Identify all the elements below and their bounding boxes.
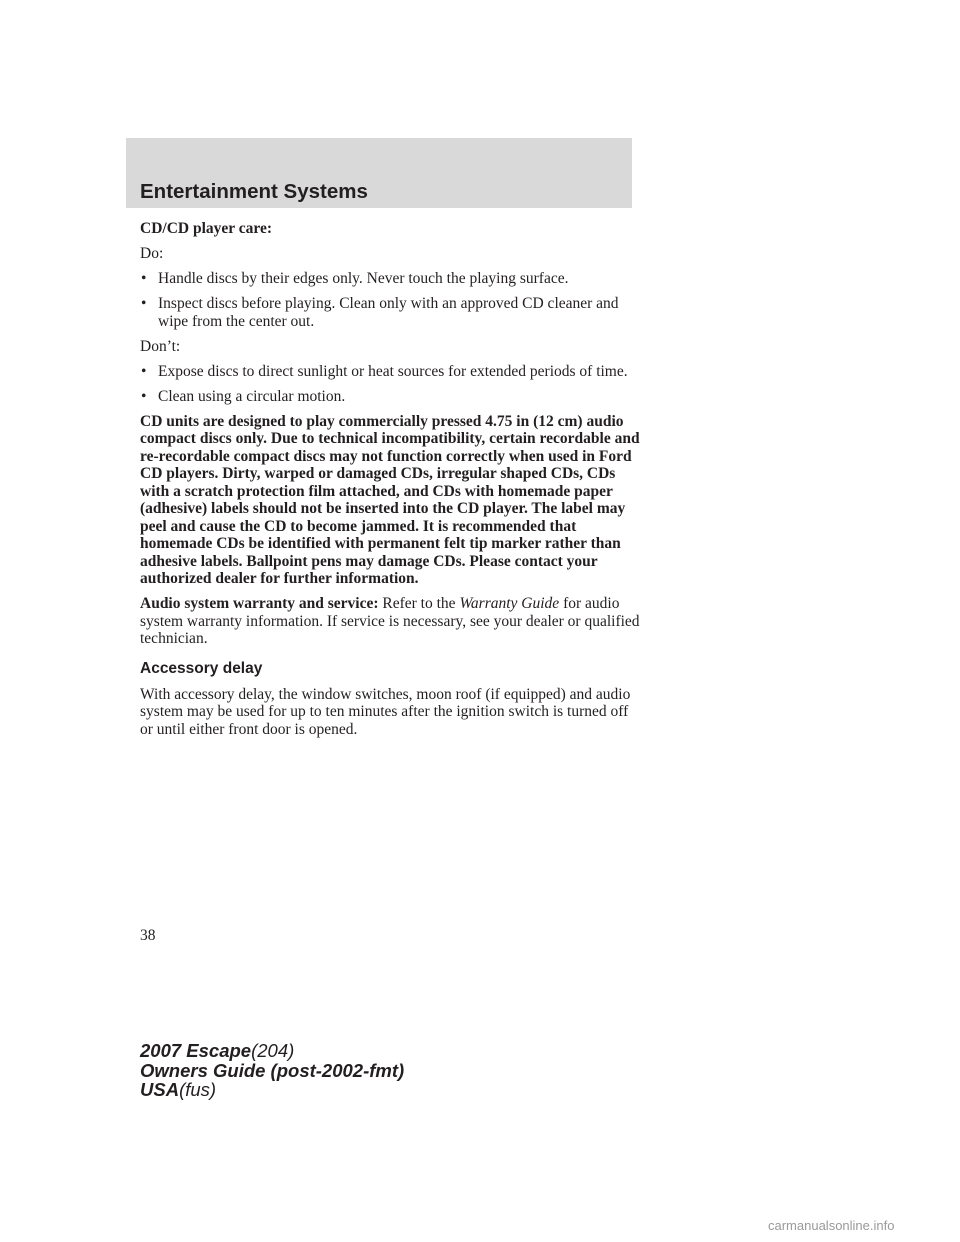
dont-item: • Clean using a circular motion. (140, 388, 640, 406)
footer-model: 2007 Escape (140, 1040, 252, 1061)
footer-line-3 (140, 1080, 404, 1100)
do-item: • Inspect discs before playing. Clean only with an approved CD cleaner and wipe from the center out. (140, 295, 640, 330)
accessory-delay-text: With accessory delay, the window switches, moon roof (if equipped) and audio system may be used for up to ten minutes after the ignition switch is turned off or until either front door is opened. (140, 685, 631, 738)
footer-market: USA (140, 1079, 180, 1100)
dont-item: • Expose discs to direct sunlight or heat sources for extended periods of time. (140, 363, 640, 381)
site-watermark: carmanualsonline.info (768, 1218, 895, 1233)
do-list (140, 270, 640, 330)
page-number: 38 (140, 927, 156, 944)
footer-model-code: (204) (251, 1040, 295, 1061)
warranty-lead: Audio system warranty and service: (140, 595, 379, 612)
footer-guide-name: Owners Guide (post-2002-fmt) (140, 1059, 405, 1081)
dont-list (140, 363, 640, 406)
warranty-guide-title: Warranty Guide (459, 595, 560, 612)
page-content (140, 220, 640, 746)
section-title: Entertainment Systems (140, 180, 368, 203)
do-item: • Handle discs by their edges only. Never touch the playing surface. (140, 270, 640, 288)
footer-line-1 (140, 1041, 404, 1061)
document-footer (140, 1041, 404, 1100)
footer-market-code: (fus) (179, 1079, 217, 1100)
do-label: Do: (140, 245, 164, 262)
dont-label: Don’t: (140, 337, 181, 355)
warranty-paragraph (140, 595, 640, 648)
accessory-delay-heading: Accessory delay (140, 659, 263, 677)
cd-warning-paragraph: CD units are designed to play commercially pressed 4.75 in (12 cm) audio compact discs only. Due to technical incompatibility, certain recordable and re-recordable compact discs may not function correctly when used in Ford CD players. Dirty, warped or damaged CDs, irregular shaped CDs, CDs with a scratch protection film attached, and CDs with homemade paper (adhesive) labels should not be inserted into the CD player. The label may peel and cause the CD to become jammed. It is recommended that homemade CDs be identified with permanent felt tip marker rather than adhesive labels. Ballpoint pens may damage CDs. Please contact your authorized dealer for further information. (140, 412, 640, 587)
warranty-text-after: for audio system warranty information. If service is necessary, see your dealer or qualified technician. (140, 595, 640, 647)
section-header-bar (126, 138, 632, 208)
cd-care-heading: CD/CD player care: (140, 220, 273, 237)
warranty-text-before: Refer to the (382, 595, 456, 612)
